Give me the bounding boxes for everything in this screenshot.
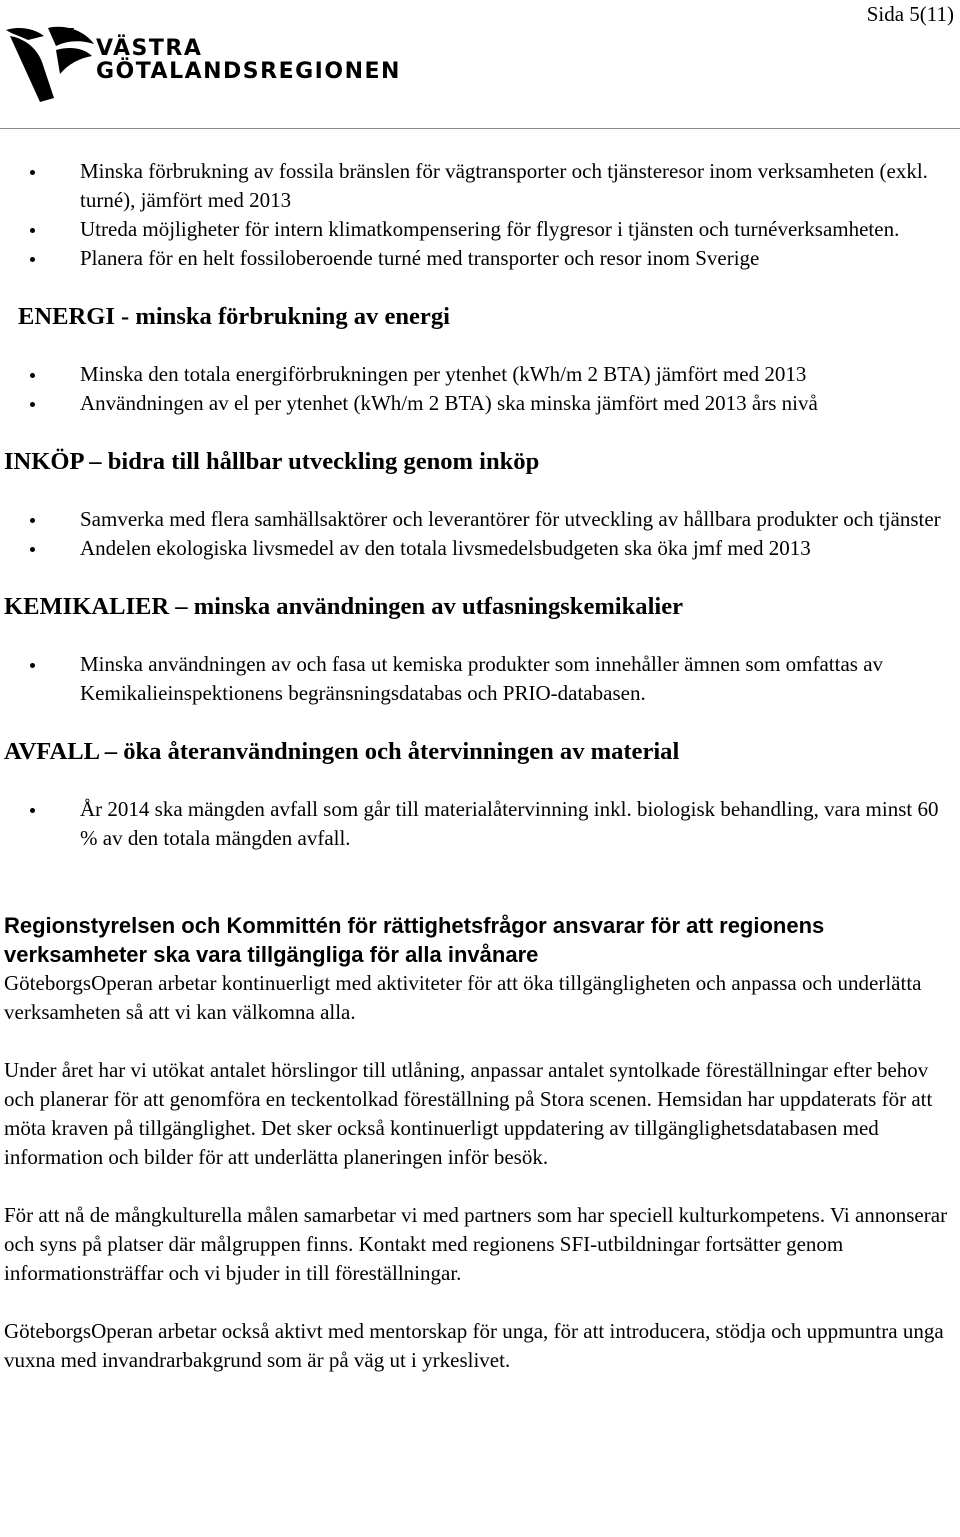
section-heading-energi: ENERGI - minska förbrukning av energi: [18, 303, 450, 330]
list-item: Minska förbrukning av fossila bränslen för vägtransporter och tjänsteresor inom verksamheten (exkl. turné), jämfört med 2013: [0, 157, 960, 215]
vgr-logo: [4, 22, 401, 106]
page-number: Sida 5(11): [866, 2, 954, 26]
vgr-logo-text: [96, 37, 401, 83]
goal-list-kemikalier: [0, 650, 960, 708]
goal-list-transport: [0, 157, 960, 273]
list-item: Minska den totala energiförbrukningen per ytenhet (kWh/m 2 BTA) jämfört med 2013: [0, 360, 960, 389]
goal-list-avfall: [0, 795, 960, 853]
body-paragraph: GöteborgsOperan arbetar kontinuerligt med aktiviteter för att öka tillgängligheten och anpassa och underlätta verksamheten så att vi kan välkomna alla.: [4, 971, 922, 1024]
list-item: Planera för en helt fossiloberoende turné med transporter och resor inom Sverige: [0, 244, 960, 273]
list-item: År 2014 ska mängden avfall som går till materialåtervinning inkl. biologisk behandling, vara minst 60 % av den totala mängden avfall.: [0, 795, 960, 853]
body-paragraph: För att nå de mångkulturella målen samarbetar vi med partners som har speciell kulturkompetens. Vi annonserar och syns på platser där målgruppen finns. Kontakt med regionens SFI-utbildningar fortsätter genom informationsträffar och vi bjuder in till föreställningar.: [4, 1203, 948, 1285]
goal-list-energi: [0, 360, 960, 418]
goal-list-inkop: [0, 505, 960, 563]
section-heading-kemikalier: KEMIKALIER – minska användningen av utfasningskemikalier: [4, 593, 684, 620]
page-header: [0, 0, 960, 128]
list-item: Utreda möjligheter för intern klimatkompensering för flygresor i tjänsten och turnéverksamheten.: [0, 215, 960, 244]
list-item: Andelen ekologiska livsmedel av den totala livsmedelsbudgeten ska öka jmf med 2013: [0, 534, 960, 563]
logo-line-1: VÄSTRA: [96, 36, 203, 61]
header-divider: [0, 128, 960, 129]
document-body: [0, 130, 960, 1375]
body-paragraph: Under året har vi utökat antalet hörslingor till utlåning, anpassar antalet syntolkade föreställningar efter behov och planerar för att genomföra en teckentolkad föreställning på Stora scenen. Hemsidan har uppdaterats för att möta kraven på tillgänglighet. Det sker också kontinuerligt uppdatering av tillgänglighetsdatabasen med information och bilder för att underlätta planeringen inför besök.: [4, 1058, 933, 1169]
vgr-logo-mark-icon: [4, 22, 96, 106]
section-heading-avfall: AVFALL – öka återanvändningen och återvinningen av material: [4, 738, 680, 765]
logo-line-2: GÖTALANDSREGIONEN: [96, 59, 401, 84]
list-item: Samverka med flera samhällsaktörer och leverantörer för utveckling av hållbara produkter och tjänster: [0, 505, 960, 534]
body-paragraph: GöteborgsOperan arbetar också aktivt med mentorskap för unga, för att introducera, stödja och uppmuntra unga vuxna med invandrarbakgrund som är på väg ut i yrkeslivet.: [4, 1319, 944, 1372]
section-heading-tillganglighet: Regionstyrelsen och Kommittén för rättighetsfrågor ansvarar för att regionens verksamheter ska vara tillgängliga för alla invånare: [4, 913, 825, 967]
list-item: Minska användningen av och fasa ut kemiska produkter som innehåller ämnen som omfattas av Kemikalieinspektionens begränsningsdatabas och PRIO-databasen.: [0, 650, 960, 708]
section-heading-inkop: INKÖP – bidra till hållbar utveckling genom inköp: [4, 448, 540, 475]
list-item: Användningen av el per ytenhet (kWh/m 2 BTA) ska minska jämfört med 2013 års nivå: [0, 389, 960, 418]
